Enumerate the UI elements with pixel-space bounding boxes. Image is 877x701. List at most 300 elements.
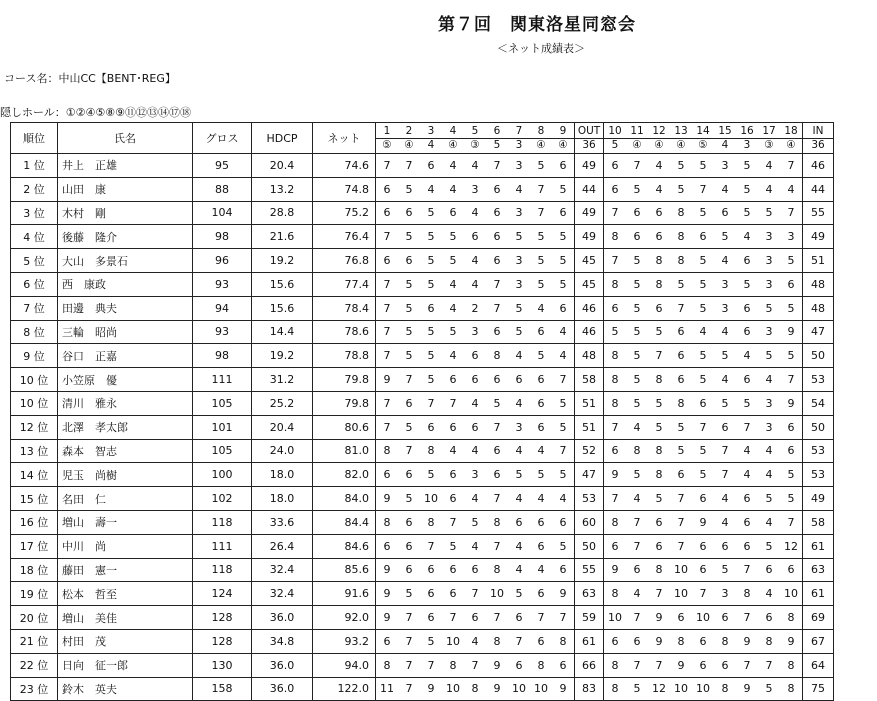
hole-score: 9 [552,677,575,701]
hole-score: 5 [420,272,442,296]
hole-score: 6 [692,225,714,249]
hole-score: 6 [714,606,736,630]
hole-score: 8 [604,391,627,415]
hole-score: 6 [376,249,399,273]
hole-number: 7 [508,125,530,139]
hole-number: 3 [420,125,442,139]
hdcp-cell: 31.2 [252,368,313,392]
hole-score: 9 [604,558,627,582]
out-total: 51 [575,415,604,439]
hole-score: 9 [780,391,803,415]
hole-number: 12 [648,125,670,139]
hole-number: 18 [780,125,802,139]
hole-score: 7 [626,510,648,534]
hole-score: 7 [398,368,420,392]
hole-score: 4 [714,177,736,201]
hole-score: 5 [780,487,803,511]
hdcp-cell: 34.8 [252,629,313,653]
hole-score: 3 [464,463,486,487]
hidden-holes: 隠しホール：①②④⑤⑧⑨⑪⑫⑬⑭⑰⑱ [0,106,191,119]
hole-score: 9 [736,629,758,653]
hole-score: 5 [442,249,464,273]
hole-score: 5 [420,344,442,368]
hdcp-cell: 20.4 [252,154,313,178]
hole-score: 6 [486,368,508,392]
hole-score: 5 [398,582,420,606]
table-row [11,225,834,249]
hdcp-cell: 24.0 [252,439,313,463]
hole-score: 6 [464,225,486,249]
hole-score: 5 [530,272,552,296]
hole-score: 10 [670,558,692,582]
hole-score: 5 [758,296,780,320]
hdcp-cell: 18.0 [252,487,313,511]
hole-score: 5 [692,249,714,273]
net-cell: 74.8 [313,177,376,201]
hole-score: 6 [780,558,803,582]
hole-score: 6 [552,296,575,320]
table-row [11,558,834,582]
hole-score: 7 [486,606,508,630]
hole-score: 7 [486,487,508,511]
hole-score: 7 [486,154,508,178]
hole-score: 10 [670,677,692,701]
in-total: 53 [803,368,834,392]
hole-score: 9 [486,677,508,701]
hole-score: 3 [758,415,780,439]
hole-score: 8 [486,510,508,534]
hole-score: 4 [758,368,780,392]
rank-cell: 8 位 [11,320,58,344]
hole-score: 4 [780,177,803,201]
hole-score: 5 [780,249,803,273]
hole-score: 6 [464,606,486,630]
hole-score: 7 [736,558,758,582]
out-total: 51 [575,391,604,415]
hole-score: 5 [736,391,758,415]
hole-score: 6 [692,487,714,511]
hole-score: 5 [464,510,486,534]
hole-score: 6 [376,629,399,653]
hole-score: 4 [626,415,648,439]
hole-score: 7 [552,368,575,392]
hole-score: 6 [398,558,420,582]
hole-score: 7 [486,534,508,558]
hole-score: 7 [376,320,399,344]
rank-cell: 15 位 [11,487,58,511]
hole-score: 4 [464,391,486,415]
hole-score: 5 [692,463,714,487]
hole-score: 6 [780,272,803,296]
hole-score: 7 [398,606,420,630]
gross-cell: 111 [193,534,252,558]
hole-score: 8 [530,653,552,677]
gross-cell: 104 [193,201,252,225]
net-cell: 84.4 [313,510,376,534]
hole-score: 6 [420,558,442,582]
header-hdcp: HDCP [252,123,313,154]
net-cell: 92.0 [313,606,376,630]
hole-score: 6 [714,653,736,677]
hole-score: 8 [604,677,627,701]
hole-score: 7 [376,391,399,415]
hole-score: 9 [486,653,508,677]
in-total: 67 [803,629,834,653]
hole-score: 9 [670,653,692,677]
in-total: 55 [803,201,834,225]
hole-score: 7 [442,391,464,415]
hole-score: 6 [670,320,692,344]
in-total: 51 [803,249,834,273]
hole-score: 8 [376,439,399,463]
hole-score: 8 [376,653,399,677]
hole-score: 6 [442,582,464,606]
hole-score: 8 [648,463,670,487]
name-cell: 森本 智志 [58,439,193,463]
hole-score: 5 [442,225,464,249]
hole-score: 6 [464,558,486,582]
hole-score: 7 [714,439,736,463]
hole-score: 5 [398,296,420,320]
gross-cell: 105 [193,439,252,463]
hole-score: 5 [420,629,442,653]
in-total: 47 [803,320,834,344]
hole-score: 7 [376,225,399,249]
out-total: 44 [575,177,604,201]
hole-score: 8 [420,439,442,463]
hdcp-cell: 19.2 [252,344,313,368]
hole-score: 5 [758,677,780,701]
out-total: 50 [575,534,604,558]
hole-score: 8 [648,439,670,463]
hole-score: 6 [398,510,420,534]
hole-score: 7 [420,653,442,677]
hole-score: 7 [486,415,508,439]
hole-score: 6 [508,606,530,630]
hole-score: 10 [486,582,508,606]
hole-score: 5 [692,296,714,320]
hole-score: 5 [398,225,420,249]
hole-score: 5 [758,344,780,368]
hole-par: 5 [493,138,501,151]
hole-score: 7 [736,653,758,677]
header-hole [530,123,552,154]
hole-score: 7 [626,606,648,630]
hole-score: 7 [780,154,803,178]
hole-score: 7 [604,487,627,511]
name-cell: 三輪 昭尚 [58,320,193,344]
hole-score: 7 [464,653,486,677]
hole-score: 8 [670,629,692,653]
out-total: 46 [575,320,604,344]
header-out-par: 36 [582,138,596,151]
hole-score: 5 [626,368,648,392]
in-total: 61 [803,582,834,606]
table-row [11,677,834,701]
hole-score: 4 [758,177,780,201]
header-hole [692,123,714,154]
net-cell: 76.4 [313,225,376,249]
hole-par: ④ [654,138,664,151]
hole-score: 5 [508,463,530,487]
out-total: 60 [575,510,604,534]
out-total: 52 [575,439,604,463]
header-gross: グロス [193,123,252,154]
hole-score: 7 [530,201,552,225]
hole-score: 6 [508,510,530,534]
hole-par: 3 [743,138,751,151]
hole-score: 3 [464,320,486,344]
hole-score: 5 [420,249,442,273]
table-row [11,249,834,273]
hole-number: 17 [758,125,780,139]
hole-score: 7 [604,415,627,439]
name-cell: 名田 仁 [58,487,193,511]
hole-score: 4 [758,582,780,606]
hole-score: 6 [670,368,692,392]
hole-score: 6 [736,320,758,344]
hole-score: 5 [780,344,803,368]
name-cell: 増山 美佳 [58,606,193,630]
hole-score: 3 [758,320,780,344]
hole-score: 9 [552,582,575,606]
hole-score: 8 [670,201,692,225]
hole-score: 6 [486,201,508,225]
hole-score: 5 [398,487,420,511]
in-total: 44 [803,177,834,201]
net-cell: 76.8 [313,249,376,273]
hole-score: 12 [648,677,670,701]
hole-score: 4 [508,534,530,558]
hole-score: 7 [626,653,648,677]
hole-score: 6 [420,415,442,439]
hole-score: 5 [420,201,442,225]
hole-score: 6 [508,653,530,677]
net-cell: 85.6 [313,558,376,582]
hole-score: 5 [648,415,670,439]
hole-score: 7 [758,653,780,677]
hole-score: 5 [780,296,803,320]
hole-score: 5 [736,154,758,178]
header-hole [780,123,803,154]
hole-score: 6 [648,296,670,320]
gross-cell: 124 [193,582,252,606]
name-cell: 谷口 正嘉 [58,344,193,368]
hole-par: ⑤ [698,138,708,151]
hole-score: 7 [376,272,399,296]
table-row [11,415,834,439]
header-row [11,123,834,154]
hole-score: 5 [780,463,803,487]
hdcp-cell: 15.6 [252,296,313,320]
table-row [11,606,834,630]
hole-score: 6 [604,154,627,178]
hdcp-cell: 20.4 [252,415,313,439]
hole-score: 3 [714,154,736,178]
hole-score: 6 [626,225,648,249]
hole-number: 9 [552,125,574,139]
hole-score: 3 [508,201,530,225]
in-total: 48 [803,272,834,296]
rank-cell: 9 位 [11,344,58,368]
hole-score: 6 [648,201,670,225]
hole-score: 6 [398,463,420,487]
out-total: 58 [575,368,604,392]
hole-score: 5 [670,154,692,178]
hole-score: 8 [758,629,780,653]
header-hole [626,123,648,154]
hole-score: 5 [398,177,420,201]
hole-score: 7 [780,510,803,534]
hole-score: 3 [758,225,780,249]
hole-score: 6 [420,154,442,178]
header-hole [508,123,530,154]
name-cell: 大山 多景石 [58,249,193,273]
hole-score: 7 [692,415,714,439]
hole-score: 5 [552,177,575,201]
header-hole [464,123,486,154]
hole-score: 8 [604,653,627,677]
hole-score: 8 [714,629,736,653]
page-subtitle: ＜ネット成績表＞ [497,42,585,55]
hole-score: 4 [508,558,530,582]
hole-score: 4 [464,249,486,273]
hole-score: 7 [486,296,508,320]
hole-score: 4 [464,154,486,178]
hole-score: 8 [670,391,692,415]
hole-score: 9 [604,463,627,487]
hole-score: 5 [692,344,714,368]
rank-cell: 16 位 [11,510,58,534]
hole-score: 2 [464,296,486,320]
hole-score: 6 [508,368,530,392]
hole-score: 7 [714,463,736,487]
hole-score: 10 [442,629,464,653]
hole-score: 5 [626,463,648,487]
hole-score: 5 [626,677,648,701]
hole-score: 4 [464,487,486,511]
table-row [11,177,834,201]
hole-score: 5 [626,320,648,344]
hole-score: 5 [758,487,780,511]
hole-score: 7 [736,606,758,630]
name-cell: 村田 茂 [58,629,193,653]
net-cell: 93.2 [313,629,376,653]
hole-score: 5 [420,225,442,249]
hole-score: 4 [714,249,736,273]
hole-score: 8 [648,558,670,582]
header-hole [376,123,399,154]
hole-score: 7 [420,391,442,415]
header-hole [552,123,575,154]
net-cell: 94.0 [313,653,376,677]
hole-score: 8 [780,677,803,701]
rank-cell: 10 位 [11,368,58,392]
hole-score: 6 [376,201,399,225]
hole-score: 9 [736,677,758,701]
hdcp-cell: 32.4 [252,558,313,582]
hole-score: 9 [376,487,399,511]
hole-score: 6 [692,534,714,558]
hole-score: 9 [376,558,399,582]
hole-score: 3 [508,415,530,439]
hole-par: ③ [764,138,774,151]
hole-score: 8 [552,629,575,653]
hole-score: 6 [648,534,670,558]
header-in [803,123,834,154]
hole-score: 7 [464,582,486,606]
hole-score: 6 [736,487,758,511]
score-table [10,122,834,701]
header-out-label: OUT [575,125,603,139]
out-total: 45 [575,249,604,273]
hole-score: 5 [604,320,627,344]
net-cell: 78.4 [313,296,376,320]
hole-score: 6 [604,629,627,653]
hole-score: 4 [420,177,442,201]
hole-score: 6 [398,249,420,273]
header-out [575,123,604,154]
hole-par: ④ [404,138,414,151]
hole-par: ④ [786,138,796,151]
hole-score: 3 [508,249,530,273]
hole-score: 6 [398,534,420,558]
hole-score: 6 [648,225,670,249]
hole-score: 5 [398,272,420,296]
rank-cell: 14 位 [11,463,58,487]
course-name: コース名：中山CC【BENT･REG】 [4,72,176,85]
rank-cell: 22 位 [11,653,58,677]
hole-score: 5 [508,320,530,344]
hdcp-cell: 18.0 [252,463,313,487]
header-hole [714,123,736,154]
hole-score: 5 [692,368,714,392]
hole-score: 6 [670,344,692,368]
hole-score: 5 [736,177,758,201]
hole-number: 15 [714,125,736,139]
hole-score: 6 [604,439,627,463]
hole-score: 4 [552,344,575,368]
hole-score: 7 [780,368,803,392]
name-cell: 田邊 典夫 [58,296,193,320]
hole-score: 5 [648,487,670,511]
net-cell: 75.2 [313,201,376,225]
hole-score: 3 [758,272,780,296]
hole-score: 4 [464,629,486,653]
hole-score: 4 [530,558,552,582]
table-row [11,391,834,415]
in-total: 53 [803,463,834,487]
hole-number: 13 [670,125,692,139]
hole-score: 8 [780,606,803,630]
hole-score: 8 [648,249,670,273]
header-in-par: 36 [811,138,825,151]
hole-score: 7 [398,154,420,178]
hole-score: 10 [530,677,552,701]
hole-score: 6 [420,296,442,320]
hole-score: 5 [626,391,648,415]
hole-score: 7 [398,653,420,677]
hole-score: 3 [714,296,736,320]
hole-score: 6 [530,582,552,606]
hole-score: 5 [692,439,714,463]
hole-score: 6 [780,415,803,439]
hdcp-cell: 33.6 [252,510,313,534]
hole-score: 6 [780,439,803,463]
hole-score: 4 [442,272,464,296]
net-cell: 79.8 [313,368,376,392]
hole-score: 5 [626,249,648,273]
